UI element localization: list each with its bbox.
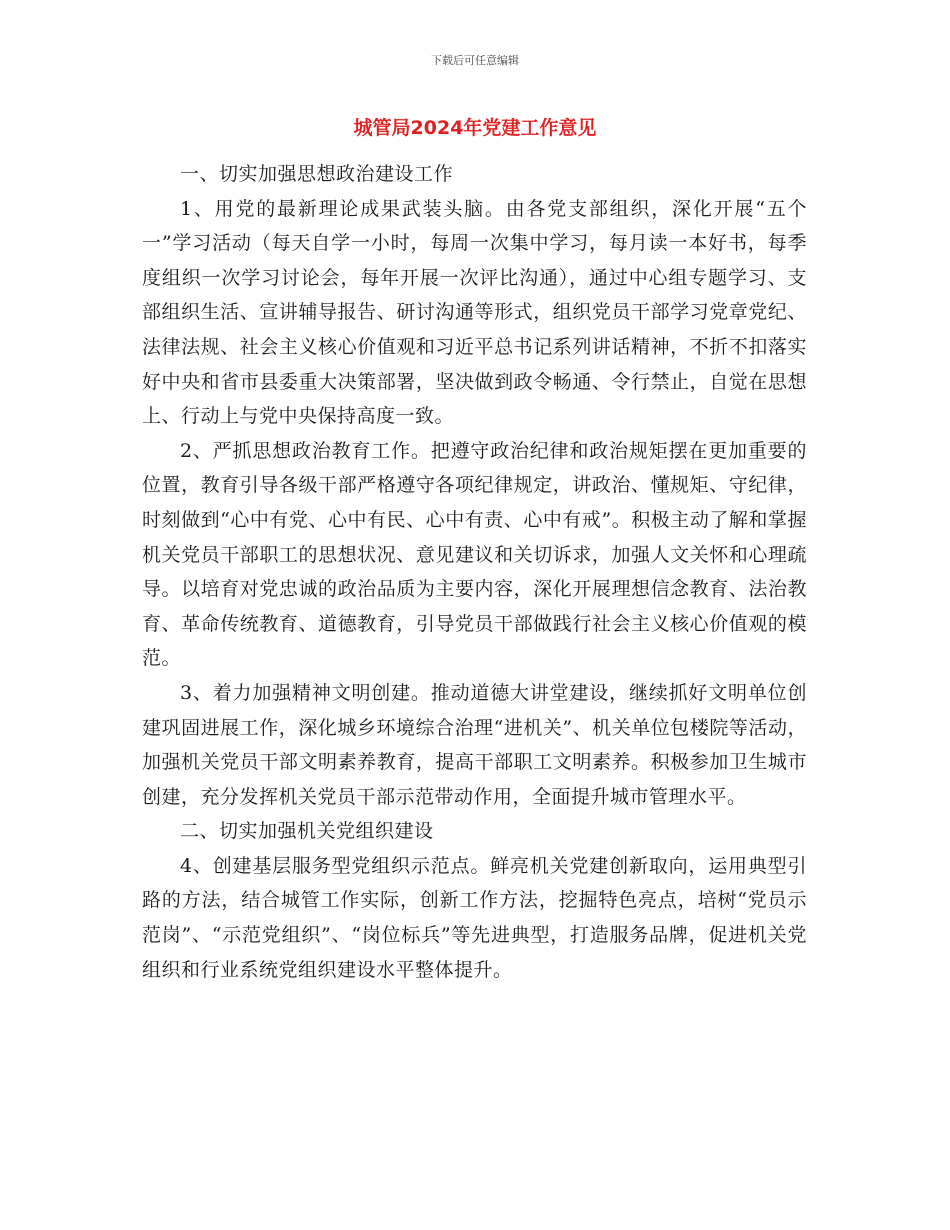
page-header-note: 下载后可任意编辑 <box>431 54 519 67</box>
section-heading-1: 一、切实加强思想政治建设工作 <box>180 163 454 185</box>
paragraph-2: 2、严抓思想政治教育工作。把遵守政治纪律和政治规矩摆在更加重要的位置，教育引导各级干部严格遵守各项纪律规定，讲政治、懂规矩、守纪律，时刻做到“心中有党、心中有民、心中有责、心中有戒”。积极主动了解和掌握机关党员干部职工的思想状况、意见建议和关切诉求，加强人文关怀和心理疏导。以培育对党忠诚的政治品质为主要内容，深化开展理想信念教育、法治教育、革命传统教育、道德教育，引导党员干部做践行社会主义核心价值观的模范。 <box>142 439 807 670</box>
document-title: 城管局2024年党建工作意见 <box>353 117 597 139</box>
document-body <box>142 157 807 987</box>
paragraph-1: 1、用党的最新理论成果武装头脑。由各党支部组织，深化开展“五个一”学习活动（每天自学一小时，每周一次集中学习，每月读一本好书，每季度组织一次学习讨论会，每年开展一次评比沟通），通过中心组专题学习、支部组织生活、宣讲辅导报告、研讨沟通等形式，组织党员干部学习党章党纪、法律法规、社会主义核心价值观和习近平总书记系列讲话精神，不折不扣落实好中央和省市县委重大决策部署，坚决做到政令畅通、令行禁止，自觉在思想上、行动上与党中央保持高度一致。 <box>142 197 807 428</box>
paragraph-3: 3、着力加强精神文明创建。推动道德大讲堂建设，继续抓好文明单位创建巩固进展工作，深化城乡环境综合治理“进机关”、机关单位包楼院等活动，加强机关党员干部文明素养教育，提高干部职工文明素养。积极参加卫生城市创建，充分发挥机关党员干部示范带动作用，全面提升城市管理水平。 <box>142 681 807 808</box>
paragraph-4: 4、创建基层服务型党组织示范点。鲜亮机关党建创新取向，运用典型引路的方法，结合城管工作实际，创新工作方法，挖掘特色亮点，培树“党员示范岗”、“示范党组织”、“岗位标兵”等先进典型，打造服务品牌，促进机关党组织和行业系统党组织建设水平整体提升。 <box>142 854 807 981</box>
section-heading-2: 二、切实加强机关党组织建设 <box>180 820 434 843</box>
